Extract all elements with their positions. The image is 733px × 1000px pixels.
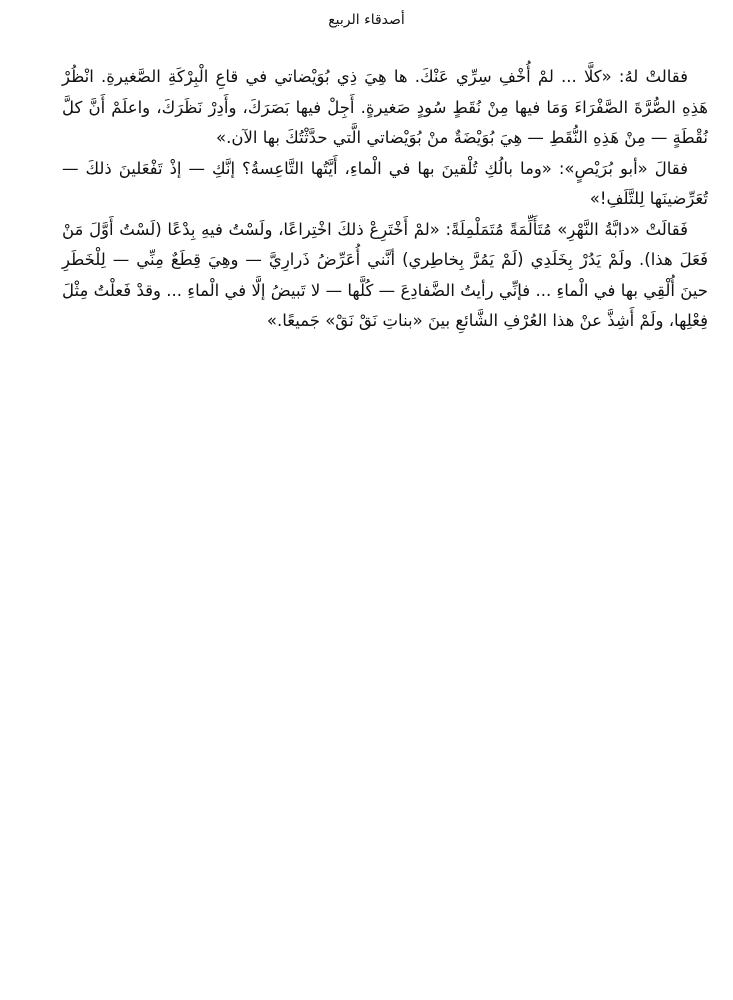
- body-text: [62, 62, 708, 337]
- running-header: أصدقاء الربيع: [328, 12, 405, 28]
- paragraph-1: فقالتْ لهُ: «كلَّا ... لمْ أُخْفِ سِرِّي عَنْكَ. ها هِيَ ذِي بُوَيْضاتي في قاعِ الْبِرْكَةِ الصَّغيرةِ. انْظُرْ هَذِهِ الصُّرَّةَ الصَّفْرَاءَ وَمَا فيها مِنْ نُقَطٍ سُودٍ صَغيرةٍ. أَجِلْ فيها بَصَرَكَ، وأَدِرْ نَظَرَكَ، واعلَمْ أَنَّ كلَّ نُقْطَةٍ — مِنْ هَذِهِ النُّقَطِ — هِيَ بُوَيْضَةٌ منْ بُوَيْضاتي الَّتي حدَّثْتُكَ بها الآن.»: [62, 67, 708, 147]
- paragraph-3: فَقالَتْ «دابَّةُ النَّهْرِ» مُتَأَلِّمَةً مُتَمَلْمِلَةً: «لمْ أَخْتَرِعْ ذلكَ اخْتِراعًا، ولَسْتُ فيهِ بِدْعًا (لَسْتُ أَوَّلَ مَنْ فَعَلَ هذا). ولَمْ يَدُرْ بِخَلَدِي (لَمْ يَمُرَّ بِخاطِري) أنَّني أُعَرِّضُ ذَرارِيَّ — وهِيَ قِطَعٌ مِنِّي — لِلْخَطَرِ حينَ أُلْقِي بها في الْماءِ ... فإنِّي رأيتُ الضَّفادِعَ — كُلَّها — لا تَبيضُ إلَّا في الْماءِ ... وقدْ فَعلْتُ مِثْلَ فِعْلِها، ولَمْ أَشِذَّ عنْ هذا العُرْفِ الشَّائعِ بينَ «بناتِ نَقْ نَقْ» جَميعًا.»: [62, 219, 708, 330]
- paragraph-2: فقالَ «أبو بُرَيْصٍ»: «وما بالُكِ تُلْقينَ بها في الْماءِ، أَيَّتُها التَّاعِسةُ؟ إنَّكِ — إذْ تَفْعَلينَ ذلكَ — تُعَرِّضينَها لِلتَّلَفِ!»: [62, 158, 708, 208]
